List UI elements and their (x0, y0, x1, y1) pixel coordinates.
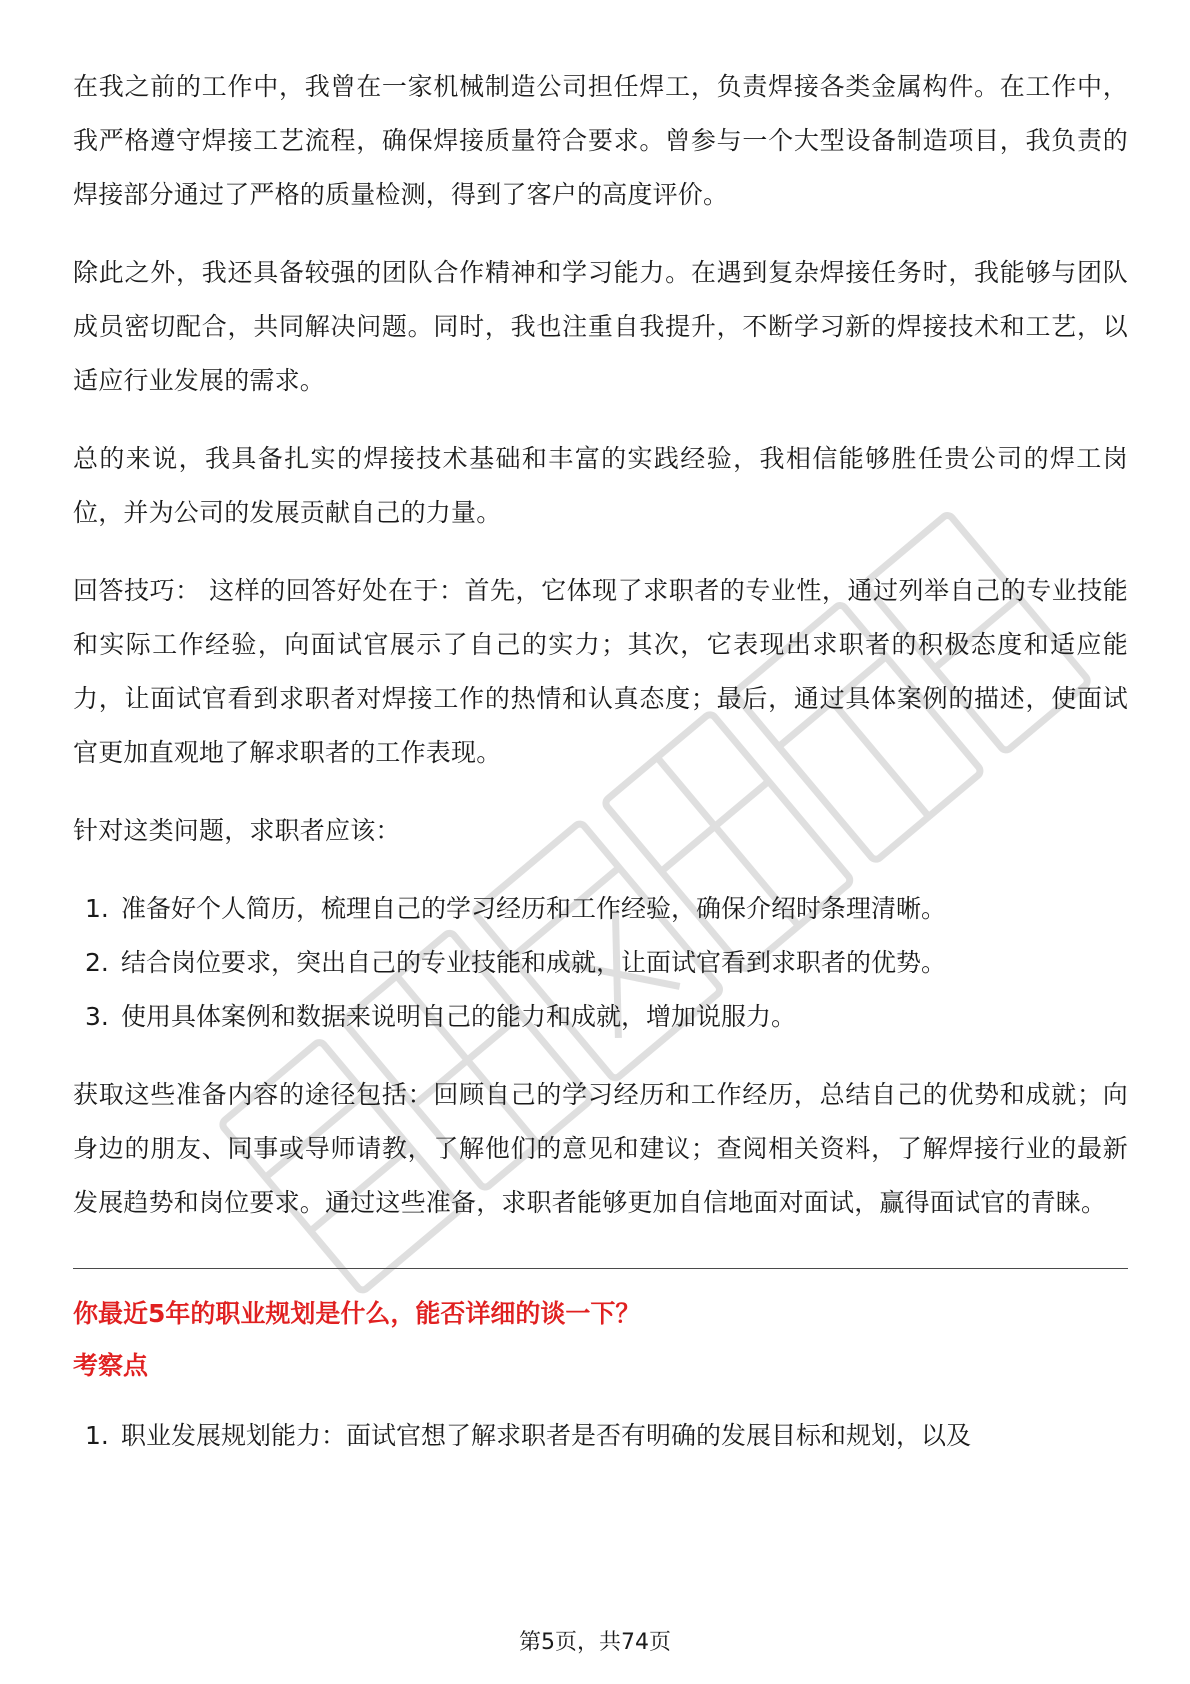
paragraph-answer-tips: 回答技巧： 这样的回答好处在于：首先，它体现了求职者的专业性，通过列举自己的专业技能和实际工作经验，向面试官展示了自己的实力；其次，它表现出求职者的积极态度和适应能力，让面试官看到求职者对焊接工作的热情和认真态度；最后，通过具体案例的描述，使面试官更加直观地了解求职者的工作表现。 (73, 576, 1128, 767)
list-item-number: 1. (85, 1421, 109, 1450)
section-divider (73, 1268, 1128, 1269)
list-item-text: 结合岗位要求，突出自己的专业技能和成就，让面试官看到求职者的优势。 (121, 948, 947, 977)
list-item-text: 职业发展规划能力：面试官想了解求职者是否有明确的发展目标和规划，以及 (121, 1421, 972, 1450)
list-item-number: 2. (85, 948, 109, 977)
list-item (73, 936, 1128, 990)
page-footer: 第5页，共74页 (519, 1630, 671, 1655)
paragraph-teamwork: 除此之外，我还具备较强的团队合作精神和学习能力。在遇到复杂焊接任务时，我能够与团队成员密切配合，共同解决问题。同时，我也注重自我提升，不断学习新的焊接技术和工艺，以适应行业发展的需求。 (73, 258, 1128, 395)
question-title: 你最近5年的职业规划是什么，能否详细的谈一下？ (73, 1299, 641, 1328)
paragraph-preparation: 获取这些准备内容的途径包括：回顾自己的学习经历和工作经历，总结自己的优势和成就；向身边的朋友、同事或导师请教，了解他们的意见和建议；查阅相关资料，了解焊接行业的最新发展趋势和岗位要求。通过这些准备，求职者能够更加自信地面对面试，赢得面试官的青睐。 (73, 1080, 1128, 1217)
main-content (73, 60, 1128, 1487)
tips-list (73, 882, 1128, 1044)
list-item-text: 使用具体案例和数据来说明自己的能力和成就，增加说服力。 (121, 1002, 797, 1031)
list-item (73, 882, 1128, 936)
paragraph-summary: 总的来说，我具备扎实的焊接技术基础和丰富的实践经验，我相信能够胜任贵公司的焊工岗位，并为公司的发展贡献自己的力量。 (73, 444, 1128, 527)
list-item-number: 1. (85, 894, 109, 923)
question-subtitle: 考察点 (73, 1351, 149, 1380)
paragraph-experience: 在我之前的工作中，我曾在一家机械制造公司担任焊工，负责焊接各类金属构件。在工作中，我严格遵守焊接工艺流程，确保焊接质量符合要求。曾参与一个大型设备制造项目，我负责的焊接部分通过了严格的质量检测，得到了客户的高度评价。 (73, 72, 1128, 209)
assessment-points-list (73, 1409, 1128, 1463)
list-item-number: 3. (85, 1002, 109, 1031)
paragraph-list-intro: 针对这类问题，求职者应该： (73, 816, 401, 845)
list-item-text: 准备好个人简历，梳理自己的学习经历和工作经验，确保介绍时条理清晰。 (121, 894, 947, 923)
list-item (73, 990, 1128, 1044)
list-item (73, 1409, 1128, 1463)
